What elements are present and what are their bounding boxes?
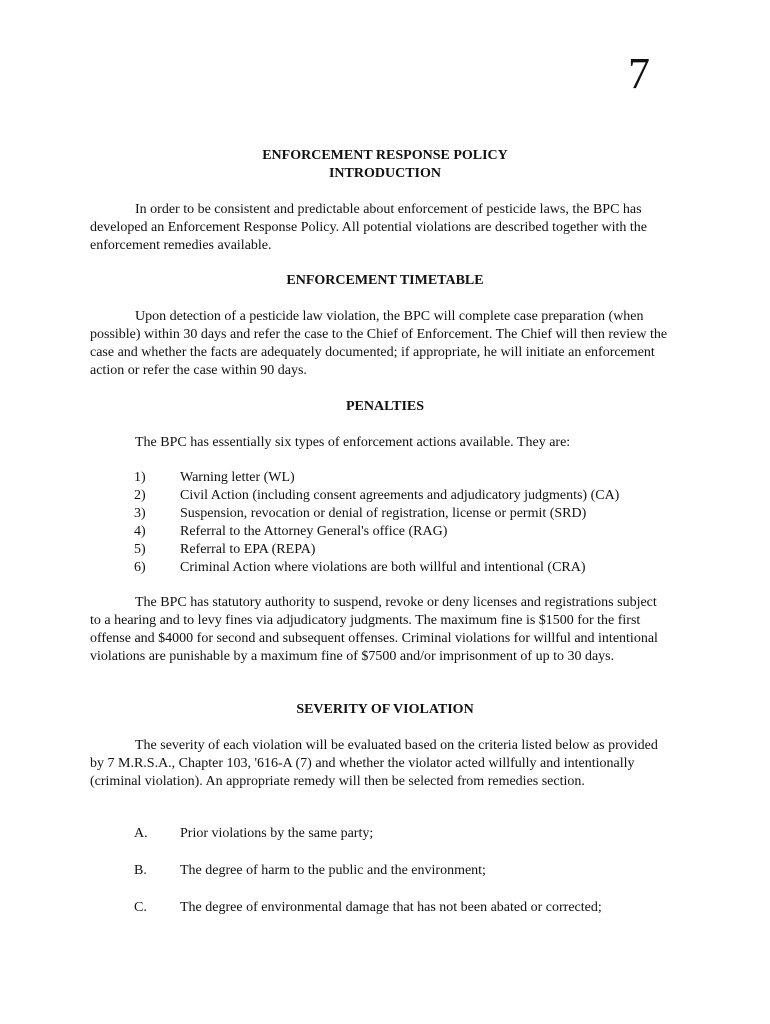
severity-criteria-list bbox=[134, 825, 694, 936]
list-item-text: Suspension, revocation or denial of registration, license or permit (SRD) bbox=[180, 506, 587, 521]
intro-paragraph: In order to be consistent and predictable about enforcement of pesticide laws, the BPC has developed an Enforcement Response Policy. All potential violations are described together with the enforcement remedies available. bbox=[90, 202, 647, 253]
list-item-text: Referral to the Attorney General's office (RAG) bbox=[180, 524, 448, 539]
list-item-text: Referral to EPA (REPA) bbox=[180, 542, 316, 557]
criteria-letter: B. bbox=[134, 863, 147, 878]
list-item-number: 4) bbox=[134, 524, 146, 539]
title-line-2: INTRODUCTION bbox=[328, 166, 441, 181]
severity-heading: SEVERITY OF VIOLATION bbox=[296, 702, 474, 717]
list-item bbox=[134, 825, 694, 843]
list-item-number: 6) bbox=[134, 560, 146, 575]
list-item-number: 1) bbox=[134, 470, 146, 485]
list-item bbox=[134, 505, 694, 523]
list-item-number: 5) bbox=[134, 542, 146, 557]
list-item-number: 3) bbox=[134, 506, 146, 521]
list-item-text: Criminal Action where violations are both willful and intentional (CRA) bbox=[180, 560, 586, 575]
list-item bbox=[134, 487, 694, 505]
penalties-paragraph: The BPC has statutory authority to suspend, revoke or deny licenses and registrations subject to a hearing and to levy fines via adjudicatory judgments. The maximum fine is $1500 for the first offense and $4000 for second and subsequent offenses. Criminal violations for willful and intentional violations are punishable by a maximum fine of $7500 and/or imprisonment of up to 30 days. bbox=[90, 595, 658, 664]
list-item-number: 2) bbox=[134, 488, 146, 503]
criteria-text: Prior violations by the same party; bbox=[180, 826, 374, 841]
severity-paragraph: The severity of each violation will be evaluated based on the criteria listed below as provided by 7 M.R.S.A., Chapter 103, '616-A (7) and whether the violator acted willfully and intentionally (criminal violation). An appropriate remedy will then be selected from remedies section. bbox=[90, 738, 658, 789]
list-item bbox=[134, 559, 694, 577]
list-item bbox=[134, 862, 694, 880]
list-item bbox=[134, 469, 694, 487]
criteria-letter: C. bbox=[134, 900, 147, 915]
criteria-letter: A. bbox=[134, 826, 148, 841]
criteria-text: The degree of environmental damage that has not been abated or corrected; bbox=[180, 900, 602, 915]
list-item bbox=[134, 899, 694, 917]
criteria-text: The degree of harm to the public and the environment; bbox=[180, 863, 486, 878]
timetable-heading: ENFORCEMENT TIMETABLE bbox=[286, 273, 484, 288]
list-item-text: Civil Action (including consent agreements and adjudicatory judgments) (CA) bbox=[180, 488, 620, 503]
title-line-1: ENFORCEMENT RESPONSE POLICY bbox=[262, 148, 508, 163]
timetable-paragraph: Upon detection of a pesticide law violation, the BPC will complete case preparation (when possible) within 30 days and refer the case to the Chief of Enforcement. The Chief will then review the case and whether the facts are adequately documented; if appropriate, he will initiate an enforcement action or refer the case within 90 days. bbox=[90, 309, 668, 378]
penalties-heading: PENALTIES bbox=[345, 399, 425, 414]
penalties-list bbox=[134, 469, 694, 577]
list-item-text: Warning letter (WL) bbox=[180, 470, 295, 485]
list-item bbox=[134, 541, 694, 559]
document-title bbox=[90, 147, 680, 183]
list-item bbox=[134, 523, 694, 541]
page-number: 7 bbox=[628, 49, 650, 98]
penalties-intro: The BPC has essentially six types of enforcement actions available. They are: bbox=[135, 435, 571, 450]
